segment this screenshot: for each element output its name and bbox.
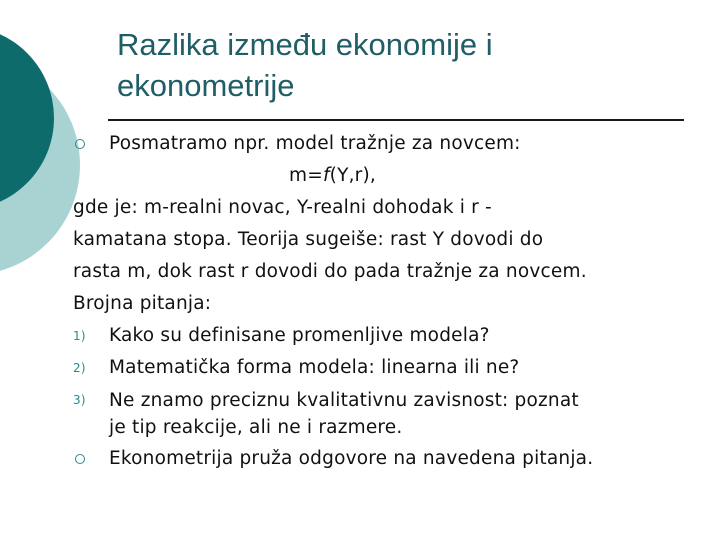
paragraph-line: gde je: m-realni novac, Y-realni dohodak i r - <box>73 197 492 218</box>
numbered-item-text: Kako su definisane promenljive modela? <box>109 325 490 346</box>
intro-bullet-text: Posmatramo npr. model tražnje za novcem: <box>109 133 521 154</box>
numbered-item-text-continued: je tip reakcije, ali ne i razmere. <box>109 417 403 438</box>
slide-title <box>117 24 697 106</box>
title-line-1: Razlika između ekonomije i <box>117 27 493 62</box>
numbered-item-text: Matematička forma modela: linearna ili ne? <box>109 357 520 378</box>
paragraph-line: Brojna pitanja: <box>73 293 212 314</box>
numbered-item-3 <box>73 384 698 443</box>
circle-bullet-icon <box>75 454 85 464</box>
intro-bullet <box>73 128 698 160</box>
item-number: 2) <box>73 361 86 375</box>
decorative-circles <box>0 0 80 300</box>
final-bullet-text: Ekonometrija pruža odgovore na navedena pitanja. <box>109 448 594 469</box>
numbered-item-2 <box>73 352 698 384</box>
formula-suffix: (Y,r), <box>329 165 376 186</box>
formula-line <box>73 160 698 192</box>
numbered-item-text: Ne znamo preciznu kvalitativnu zavisnost: poznat <box>109 390 579 411</box>
numbered-item-1 <box>73 320 698 352</box>
paragraph-line: rasta m, dok rast r dovodi do pada tražnje za novcem. <box>73 261 587 282</box>
title-line-2: ekonometrije <box>117 68 295 103</box>
formula-prefix: m= <box>289 165 323 186</box>
item-number: 1) <box>73 329 86 343</box>
slide-body <box>73 128 698 475</box>
paragraph-line: kamatana stopa. Teorija sugeiše: rast Y dovodi do <box>73 229 544 250</box>
circle-bullet-icon <box>75 139 85 149</box>
item-number: 3) <box>73 393 86 407</box>
final-bullet <box>73 443 698 475</box>
formula-function: f <box>322 165 330 186</box>
title-divider <box>108 119 684 121</box>
